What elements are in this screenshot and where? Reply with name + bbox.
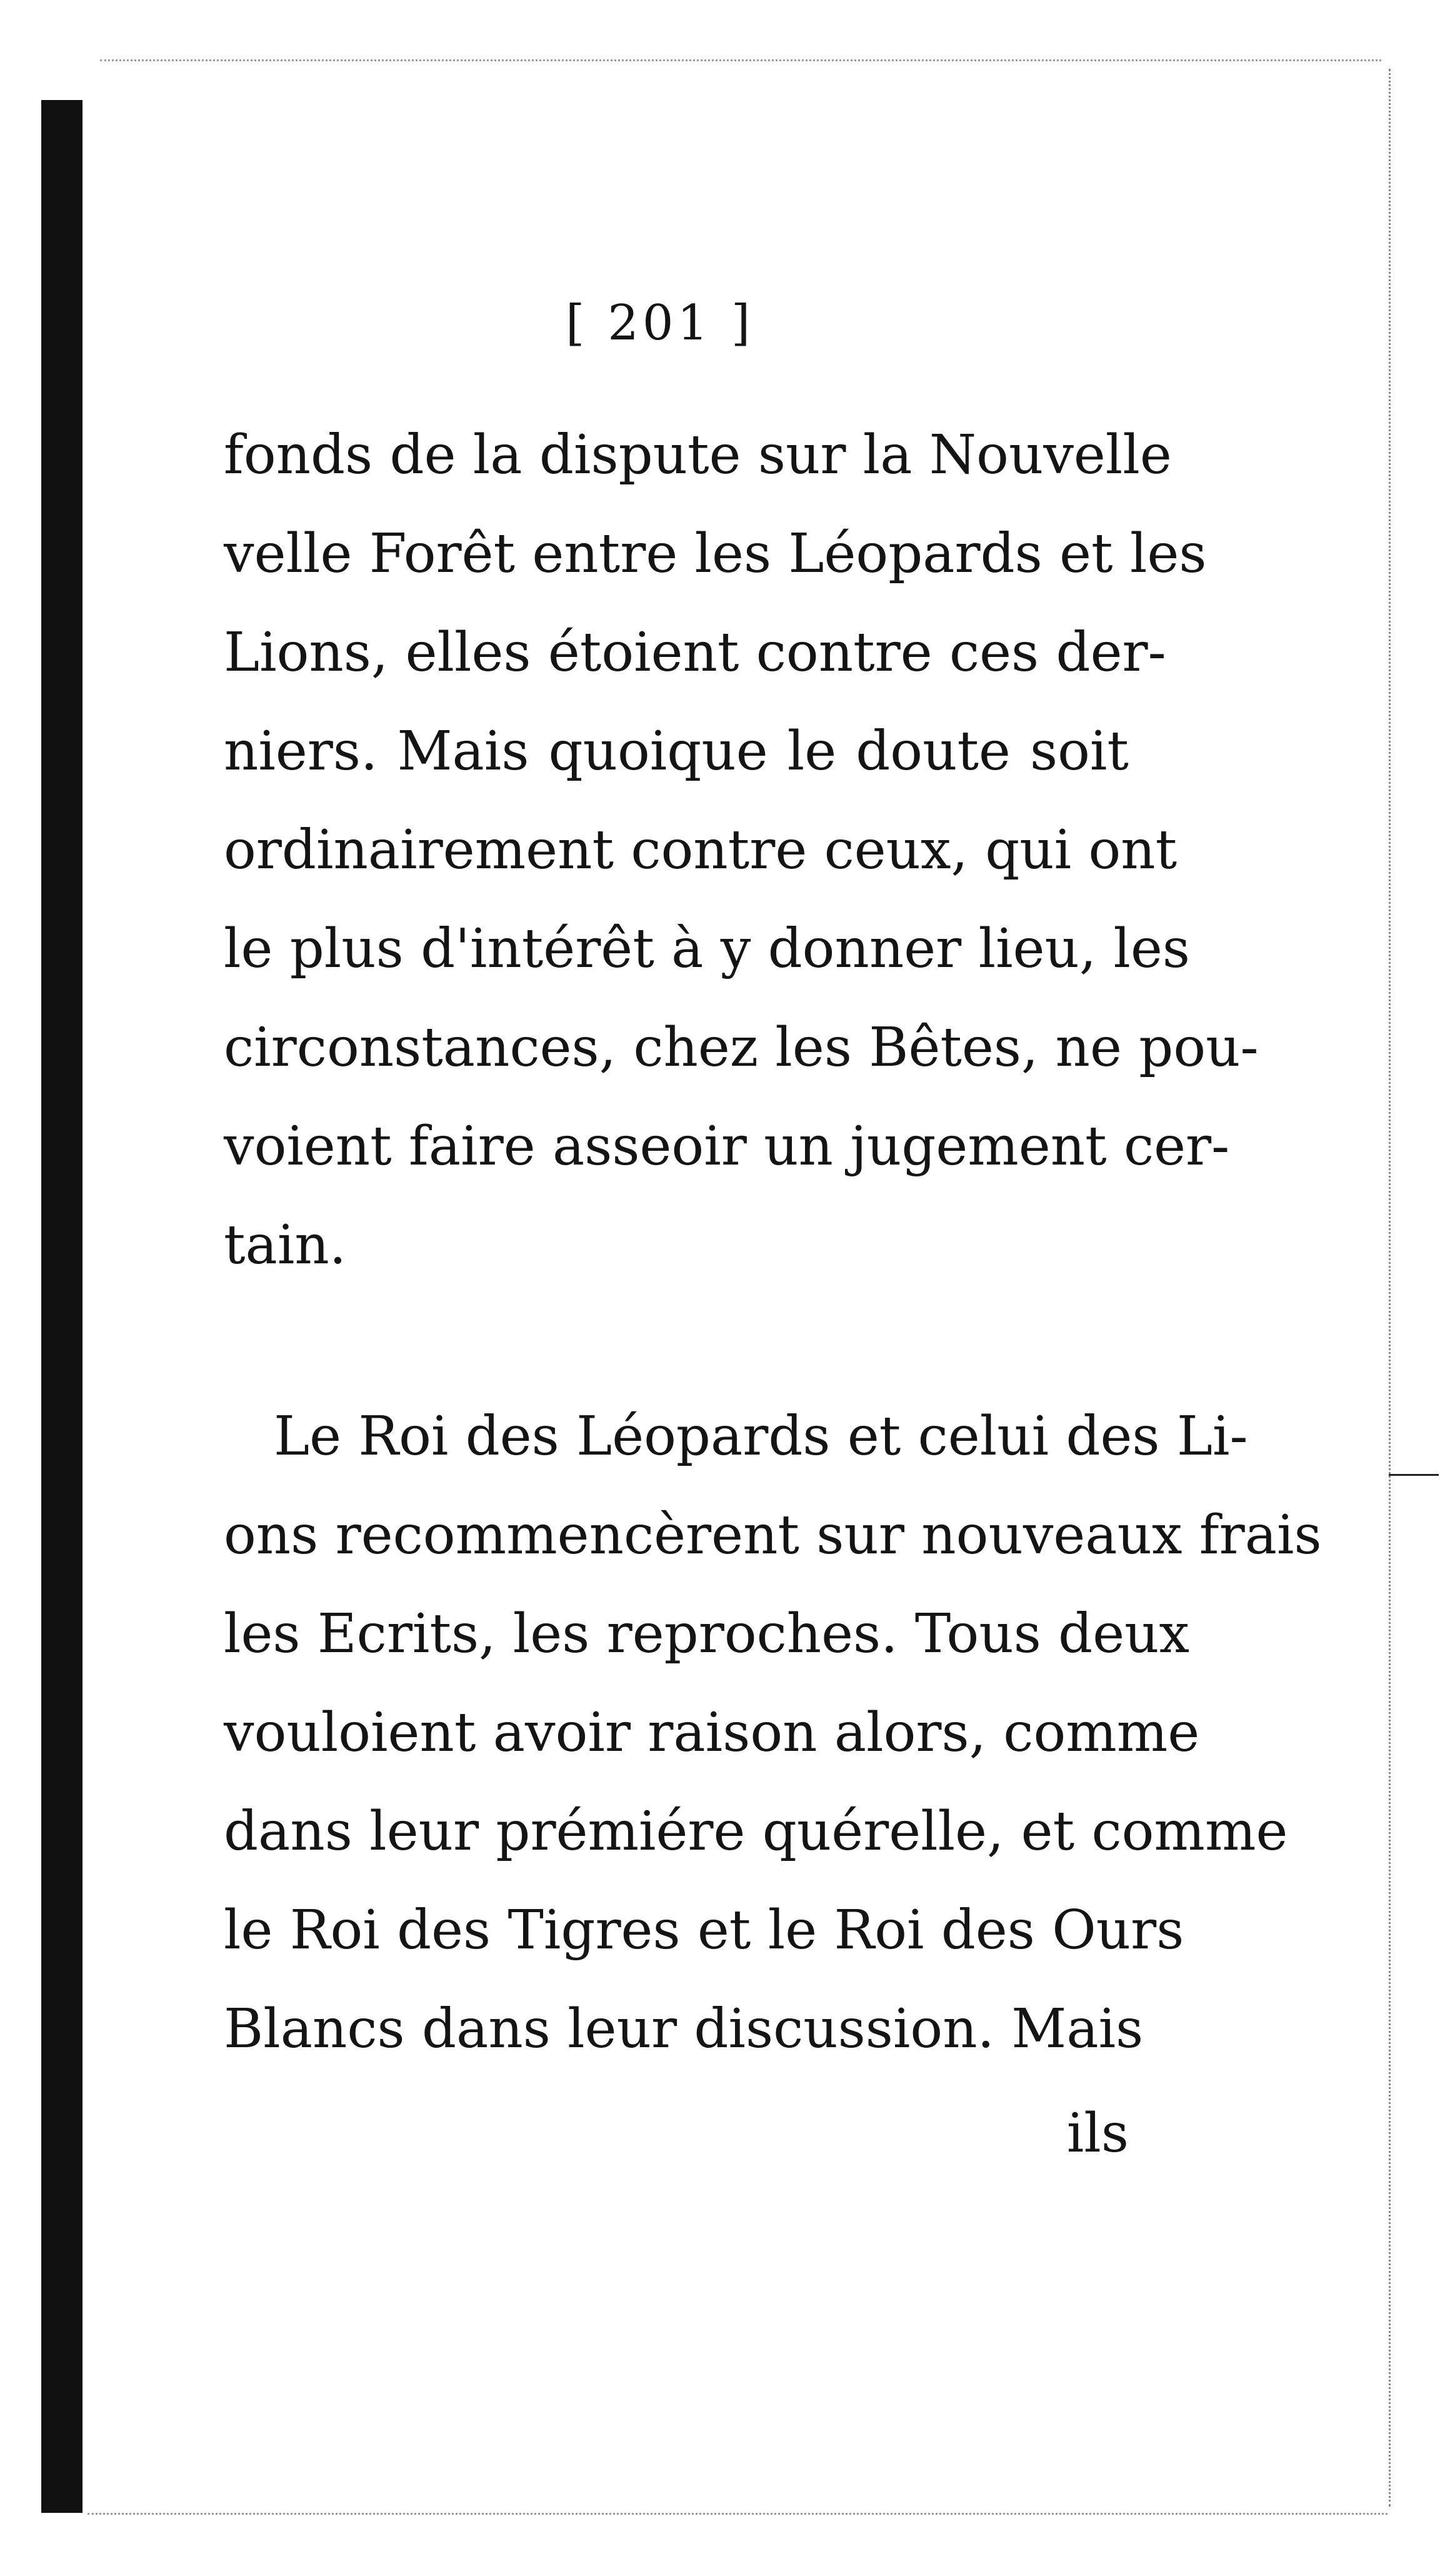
text-line: niers. Mais quoique le doute soit	[224, 720, 1129, 783]
text-line: Le Roi des Léopards et celui des Li-	[274, 1405, 1248, 1468]
page-edge-bottom	[88, 2513, 1388, 2515]
catchword: ils	[1066, 2102, 1129, 2165]
text-line: velle Forêt entre les Léopards et les	[224, 523, 1207, 585]
page-edge-right	[1389, 69, 1391, 2507]
page-edge-top	[100, 59, 1381, 61]
text-line: fonds de la dispute sur la Nouvelle	[224, 424, 1172, 486]
binding-shadow	[41, 100, 82, 2513]
text-line: ons recommencèrent sur nouveaux frais	[224, 1504, 1322, 1566]
paragraph-1	[224, 424, 1259, 1317]
page-edge-mark	[1389, 1474, 1439, 1476]
text-line: circonstances, chez les Bêtes, ne pou-	[224, 1016, 1259, 1079]
text-line: vouloient avoir raison alors, comme	[224, 1701, 1200, 1764]
text-line: tain.	[224, 1214, 347, 1276]
paragraph-2	[224, 1405, 1322, 2101]
text-line: dans leur prémiére quérelle, et comme	[224, 1800, 1288, 1863]
text-line: Lions, elles étoient contre ces der-	[224, 621, 1166, 684]
text-line: le Roi des Tigres et le Roi des Ours	[224, 1899, 1184, 1962]
text-line: les Ecrits, les reproches. Tous deux	[224, 1603, 1190, 1665]
text-line: ordinairement contre ceux, qui ont	[224, 819, 1178, 881]
text-line: le plus d'intérêt à y donner lieu, les	[224, 918, 1191, 980]
text-line: Blancs dans leur discussion. Mais	[224, 1998, 1144, 2060]
page-number: [ 201 ]	[566, 295, 754, 351]
text-line: voient faire asseoir un jugement cer-	[224, 1115, 1230, 1178]
